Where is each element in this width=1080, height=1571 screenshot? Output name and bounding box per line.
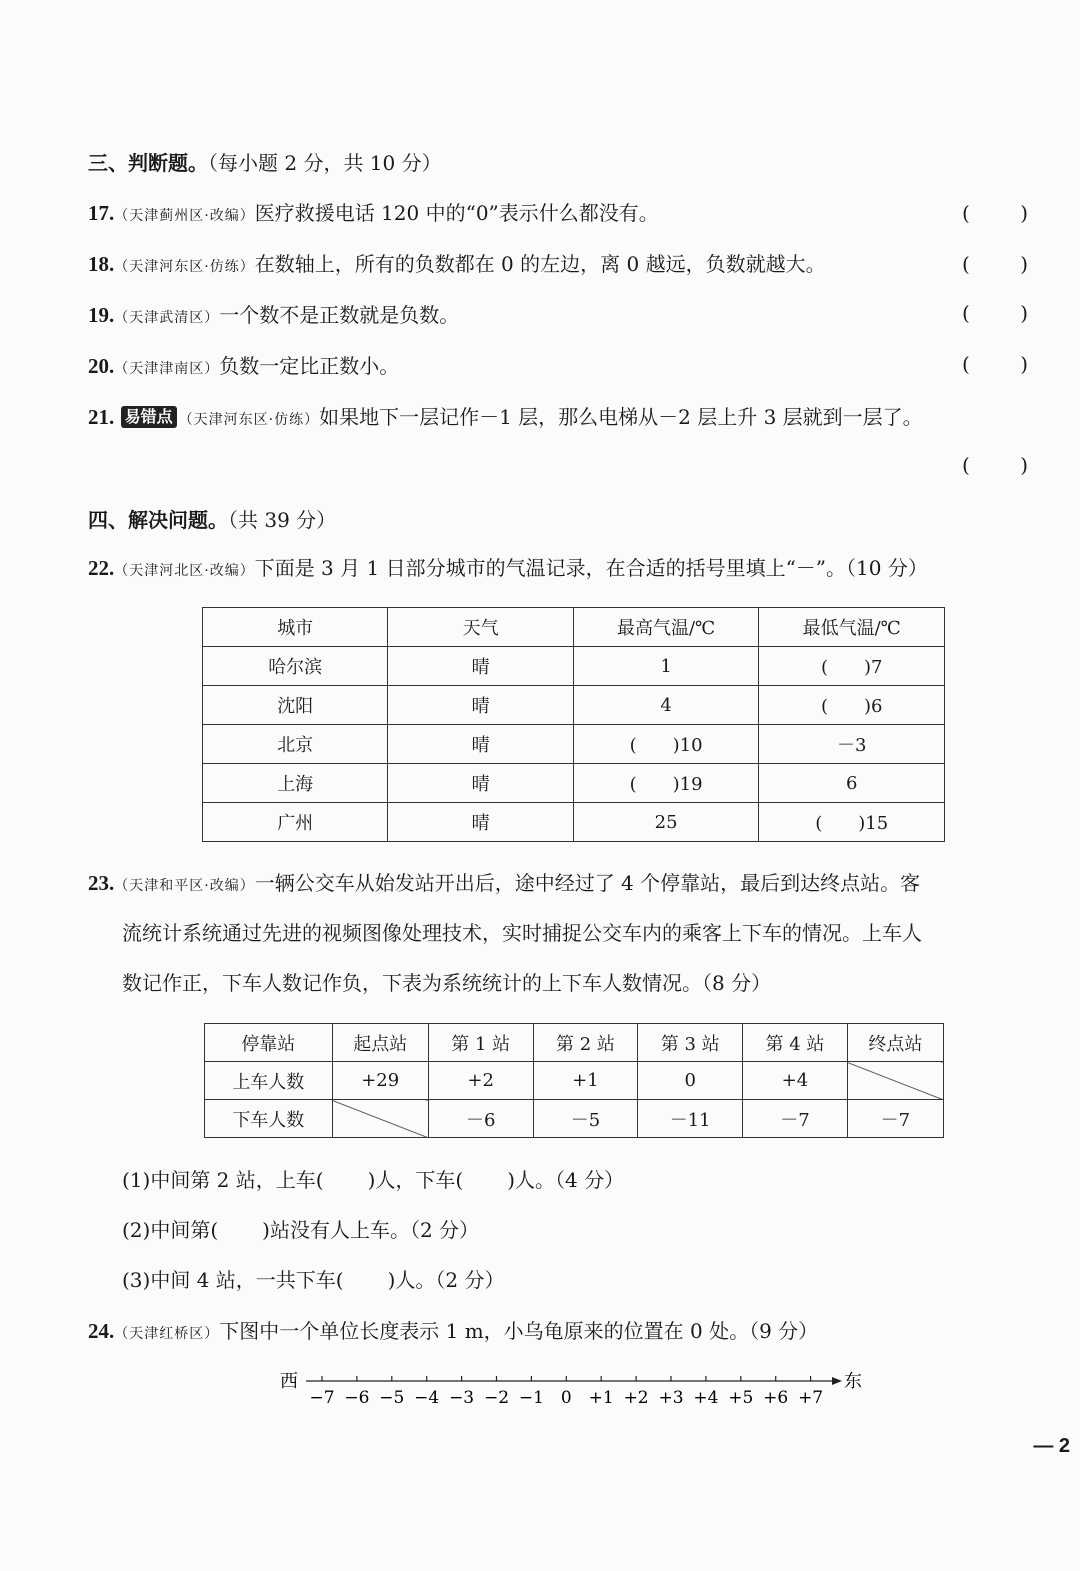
section-points: （共 39 分） xyxy=(228,508,337,532)
bracket-open: ( xyxy=(962,453,970,477)
header-cell: 第 2 站 xyxy=(533,1024,638,1062)
question-text-line: 流统计系统通过先进的视频图像处理技术，实时捕捉公交车内的乘客上下车的情况。上车人 xyxy=(122,921,922,945)
question-number: 18. xyxy=(88,252,115,276)
table-row xyxy=(203,647,945,686)
question-text: 医疗救援电话 120 中的“0”表示什么都没有。 xyxy=(254,201,659,225)
sub-text: (1)中间第 2 站，上车( xyxy=(122,1168,324,1192)
bracket-close: ) xyxy=(1020,252,1028,276)
sub-text: (2)中间第( xyxy=(122,1218,219,1242)
west-label: 西 xyxy=(280,1371,298,1392)
header-cell: 天气 xyxy=(388,608,573,647)
bracket-open: ( xyxy=(962,252,970,276)
question-24 xyxy=(88,1316,818,1349)
answer-bracket-17[interactable] xyxy=(962,198,1028,228)
sub-text: )人。（4 分） xyxy=(507,1168,625,1192)
question-number: 17. xyxy=(88,201,115,225)
bracket-close: ) xyxy=(1020,453,1028,477)
table-cell: －11 xyxy=(638,1100,743,1138)
table-cell: 0 xyxy=(638,1062,743,1100)
header-cell: 起点站 xyxy=(332,1024,428,1062)
fill-in-cell[interactable]: ( )19 xyxy=(573,764,759,803)
table-cell: +1 xyxy=(533,1062,638,1100)
question-source: （天津河东区·仿练） xyxy=(178,412,320,428)
table-cell: －7 xyxy=(847,1100,943,1138)
table-cell: 晴 xyxy=(388,764,573,803)
axis-tick-label: −2 xyxy=(483,1388,510,1408)
axis-tick-label: +7 xyxy=(798,1388,824,1408)
question-source: （天津河东区·仿练） xyxy=(114,259,255,275)
answer-bracket-21[interactable] xyxy=(962,450,1028,480)
table-row xyxy=(203,764,945,803)
question-text: 一辆公交车从始发站开出后，途中经过了 4 个停靠站，最后到达终点站。客 xyxy=(254,871,921,895)
question-source: （天津红桥区） xyxy=(114,1326,220,1342)
fill-in-cell[interactable]: ( )7 xyxy=(759,647,945,686)
table-cell: +4 xyxy=(743,1062,848,1100)
axis-tick-label: +5 xyxy=(728,1388,754,1408)
fill-in-cell[interactable]: ( )15 xyxy=(759,803,945,842)
bracket-close: ) xyxy=(1020,352,1028,376)
east-label: 东 xyxy=(844,1371,862,1392)
table-cell: +29 xyxy=(332,1062,428,1100)
axis-tick-label: +4 xyxy=(693,1388,719,1408)
table-cell: 北京 xyxy=(203,725,388,764)
sub-question-3 xyxy=(122,1265,504,1295)
question-18 xyxy=(88,249,826,282)
section-title: 三、判断题。 xyxy=(88,151,208,175)
header-cell: 停靠站 xyxy=(205,1024,333,1062)
axis-tick-label: +3 xyxy=(658,1388,684,1408)
question-text-line: 数记作正，下车人数记作负，下表为系统统计的上下车人数情况。（8 分） xyxy=(122,971,772,995)
header-cell: 城市 xyxy=(203,608,388,647)
question-19 xyxy=(88,300,459,333)
table-cell: 沈阳 xyxy=(203,686,388,725)
question-21 xyxy=(88,402,923,435)
axis-tick-label: 0 xyxy=(560,1388,572,1408)
table-cell: 上海 xyxy=(203,764,388,803)
question-text: 负数一定比正数小。 xyxy=(219,354,400,378)
row-label: 上车人数 xyxy=(205,1062,333,1100)
axis-arrow-icon xyxy=(832,1377,842,1385)
table-cell: 晴 xyxy=(388,725,573,764)
sub-text: (3)中间 4 站，一共下车( xyxy=(122,1268,344,1292)
table-cell: 4 xyxy=(573,686,759,725)
bracket-close: ) xyxy=(1020,301,1028,325)
sub-text: )人，下车( xyxy=(367,1168,464,1192)
axis-tick-label: −5 xyxy=(379,1388,405,1408)
table-row-alighting xyxy=(205,1100,944,1138)
table-cell: 25 xyxy=(573,803,759,842)
question-number: 19. xyxy=(88,303,115,327)
diagonal-empty-cell xyxy=(332,1100,428,1138)
table-row xyxy=(203,686,945,725)
header-cell: 第 1 站 xyxy=(428,1024,533,1062)
question-number: 20. xyxy=(88,354,115,378)
fill-in-cell[interactable]: ( )10 xyxy=(573,725,759,764)
question-text: 在数轴上，所有的负数都在 0 的左边，离 0 越远，负数就越大。 xyxy=(254,252,826,276)
question-text: 下面是 3 月 1 日部分城市的气温记录，在合适的括号里填上“－”。（10 分） xyxy=(254,556,928,580)
question-number: 24. xyxy=(88,1319,115,1343)
table-row-boarding xyxy=(205,1062,944,1100)
axis-tick-label: +1 xyxy=(588,1388,614,1408)
bracket-open: ( xyxy=(962,352,970,376)
axis-tick-label: −4 xyxy=(414,1388,440,1408)
question-text: 一个数不是正数就是负数。 xyxy=(219,303,460,327)
question-source: （天津河北区·改编） xyxy=(114,563,255,579)
sub-question-2 xyxy=(122,1215,479,1245)
table-cell: －3 xyxy=(759,725,945,764)
axis-tick-label: −3 xyxy=(449,1388,475,1408)
number-line xyxy=(276,1365,876,1415)
question-23 xyxy=(88,868,920,901)
header-cell: 最高气温/℃ xyxy=(573,608,759,647)
row-label: 下车人数 xyxy=(205,1100,333,1138)
table-cell: 6 xyxy=(759,764,945,803)
bus-passenger-table xyxy=(204,1023,944,1138)
axis-tick-label: +2 xyxy=(623,1388,649,1408)
section-4-heading xyxy=(88,505,336,535)
table-cell: －7 xyxy=(743,1100,848,1138)
answer-bracket-19[interactable] xyxy=(962,298,1028,328)
table-cell: 广州 xyxy=(203,803,388,842)
axis-tick-label: −6 xyxy=(344,1388,370,1408)
question-text: 如果地下一层记作－1 层，那么电梯从－2 层上升 3 层就到一层了。 xyxy=(319,405,923,429)
bracket-close: ) xyxy=(1020,201,1028,225)
header-cell: 第 4 站 xyxy=(743,1024,848,1062)
table-cell: 哈尔滨 xyxy=(203,647,388,686)
diagonal-empty-cell xyxy=(847,1062,943,1100)
table-row xyxy=(203,803,945,842)
sub-text: )站没有人上车。（2 分） xyxy=(262,1218,480,1242)
section-title: 四、解决问题。 xyxy=(88,508,228,532)
section-3-heading xyxy=(88,148,442,178)
fill-in-cell[interactable]: ( )6 xyxy=(759,686,945,725)
table-header-row xyxy=(205,1024,944,1062)
question-source: （天津和平区·改编） xyxy=(114,878,255,894)
answer-bracket-18[interactable] xyxy=(962,249,1028,279)
error-prone-badge: 易错点 xyxy=(121,406,177,428)
table-header-row xyxy=(203,608,945,647)
question-text: 下图中一个单位长度表示 1 m，小乌龟原来的位置在 0 处。（9 分） xyxy=(219,1319,819,1343)
header-cell: 第 3 站 xyxy=(638,1024,743,1062)
sub-text: )人。（2 分） xyxy=(387,1268,505,1292)
answer-bracket-20[interactable] xyxy=(962,349,1028,379)
table-cell: －6 xyxy=(428,1100,533,1138)
table-cell: +2 xyxy=(428,1062,533,1100)
table-cell: 晴 xyxy=(388,686,573,725)
question-22 xyxy=(88,553,928,586)
table-cell: －5 xyxy=(533,1100,638,1138)
axis-tick-label: −1 xyxy=(518,1388,544,1408)
question-number: 23. xyxy=(88,871,115,895)
question-20 xyxy=(88,351,399,384)
section-points: （每小题 2 分，共 10 分） xyxy=(208,151,442,175)
axis-tick-label: +6 xyxy=(763,1388,789,1408)
bracket-open: ( xyxy=(962,201,970,225)
question-17 xyxy=(88,198,659,231)
temperature-table xyxy=(202,607,945,842)
bracket-open: ( xyxy=(962,301,970,325)
question-source: （天津武清区） xyxy=(114,310,220,326)
question-number: 22. xyxy=(88,556,115,580)
table-cell: 晴 xyxy=(388,803,573,842)
question-source: （天津津南区） xyxy=(114,361,220,377)
axis-tick-label: −7 xyxy=(309,1388,335,1408)
sub-question-1 xyxy=(122,1165,624,1195)
header-cell: 终点站 xyxy=(847,1024,943,1062)
table-cell: 晴 xyxy=(388,647,573,686)
question-number: 21. xyxy=(88,405,115,429)
page-number: — 2 xyxy=(1033,1435,1070,1457)
question-source: （天津蓟州区·改编） xyxy=(114,208,255,224)
table-cell: 1 xyxy=(573,647,759,686)
table-row xyxy=(203,725,945,764)
header-cell: 最低气温/℃ xyxy=(759,608,945,647)
